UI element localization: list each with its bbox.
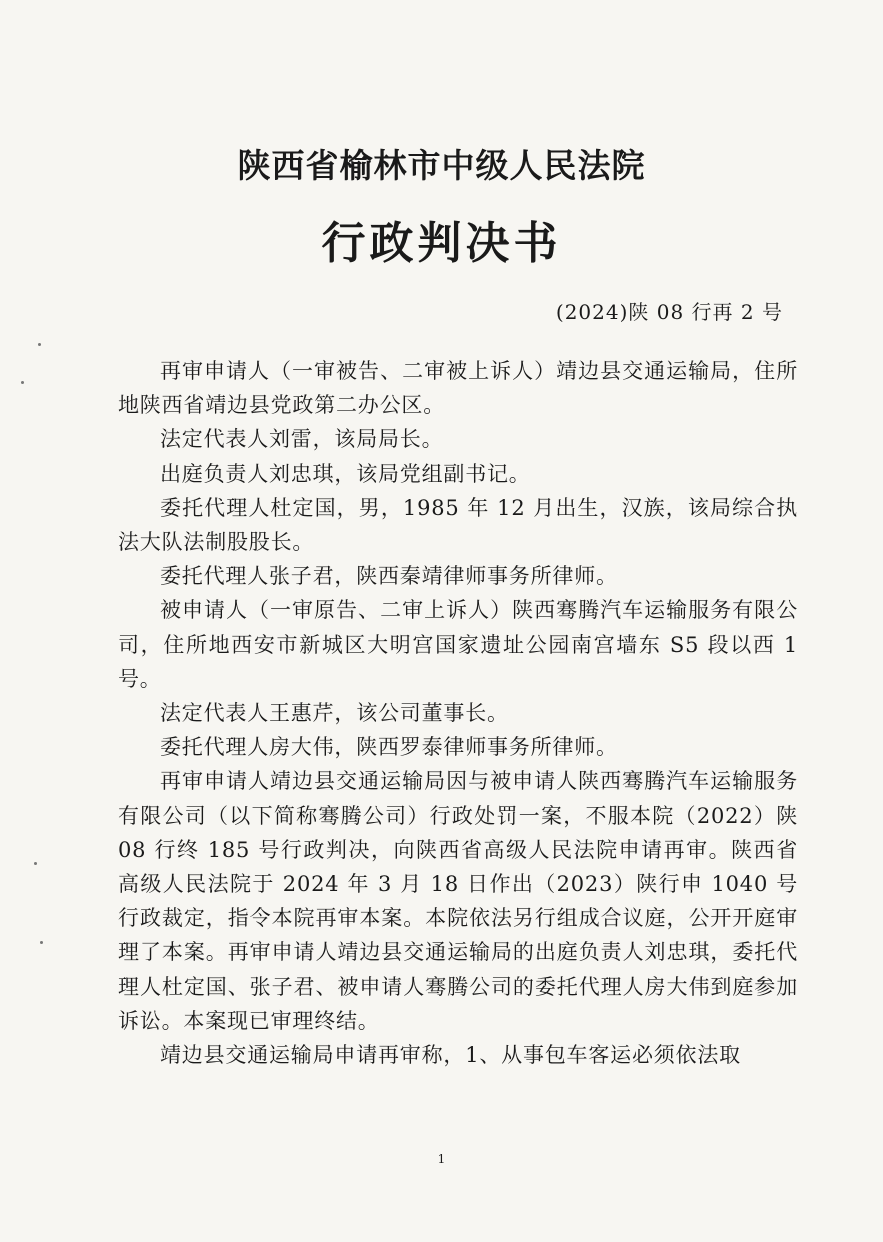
paragraph: 委托代理人杜定国，男，1985 年 12 月出生，汉族，该局综合执法大队法制股股长。 (118, 495, 798, 555)
paragraph: 被申请人（一审原告、二审上诉人）陕西骞腾汽车运输服务有限公司，住所地西安市新城区大明宫国家遗址公园南宫墙东 S5 段以西 1 号。 (118, 598, 798, 691)
court-name: 陕西省榆林市中级人民法院 (237, 146, 646, 185)
page-number: 1 (437, 1152, 446, 1166)
judgment-body (118, 354, 798, 1072)
paragraph: 委托代理人张子君，陕西秦靖律师事务所律师。 (160, 564, 618, 589)
case-number: (2024)陕 08 行再 2 号 (555, 300, 783, 324)
paragraph: 出庭负责人刘忠琪，该局党组副书记。 (160, 461, 531, 486)
paragraph: 再审申请人靖边县交通运输局因与被申请人陕西骞腾汽车运输服务有限公司（以下简称骞腾公司）行政处罚一案，不服本院（2022）陕 08 行终 185 号行政判决，向陕西省高级人民法院申请再审。陕西省高级人民法院于 2024 年 3 月 18 日作出（2023）陕行申 1040 号行政裁定，指令本院再审本案。本院依法另行组成合议庭，公开开庭审理了本案。再审申请人靖边县交通运输局的出庭负责人刘忠琪，委托代理人杜定国、张子君、被申请人骞腾公司的委托代理人房大伟到庭参加诉讼。本案现已审理终结。 (118, 769, 798, 1033)
scan-speck (34, 862, 37, 865)
paragraph: 法定代表人王惠芹，该公司董事长。 (160, 701, 509, 726)
scan-speck (38, 343, 41, 346)
document-title: 行政判决书 (321, 218, 562, 269)
paragraph: 法定代表人刘雷，该局局长。 (160, 427, 444, 452)
scan-speck (40, 941, 43, 944)
paragraph: 委托代理人房大伟，陕西罗泰律师事务所律师。 (160, 735, 618, 760)
paragraph: 再审申请人（一审被告、二审被上诉人）靖边县交通运输局，住所地陕西省靖边县党政第二办公区。 (118, 359, 798, 418)
scan-speck (21, 381, 24, 384)
paragraph: 靖边县交通运输局申请再审称，1、从事包车客运必须依法取 (160, 1043, 741, 1068)
